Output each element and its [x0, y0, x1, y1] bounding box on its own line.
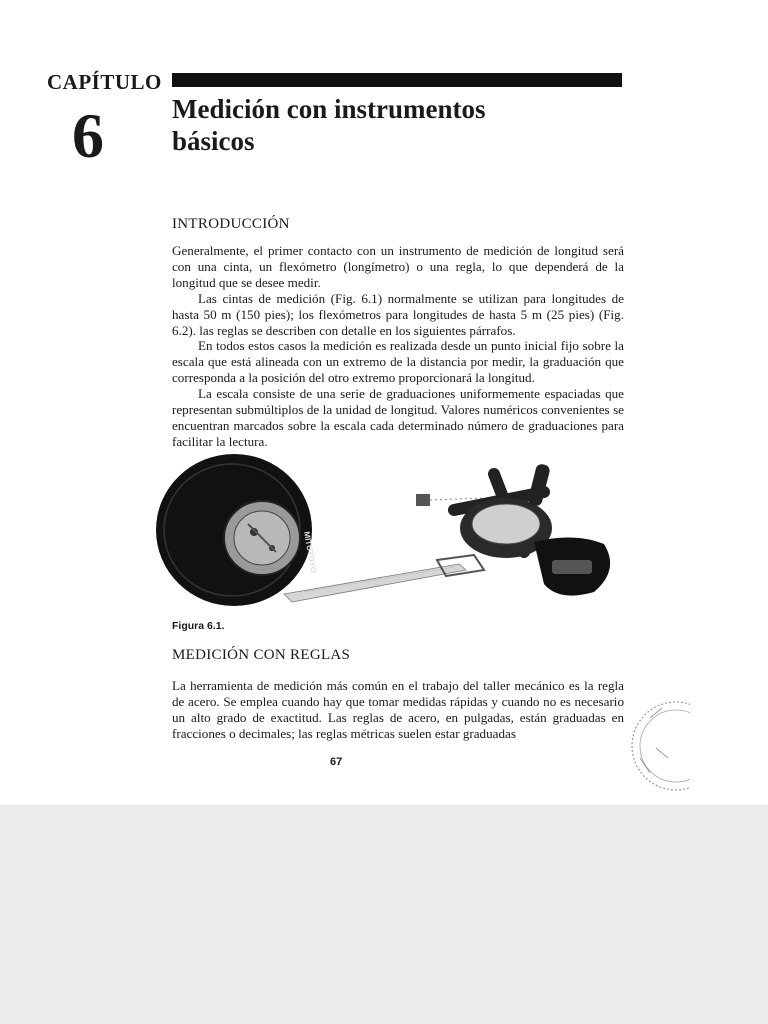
chapter-number: 6	[72, 100, 104, 171]
rules-paragraph: La herramienta de medición más común en el trabajo del taller mecánico es la regla de acero. Se emplea cuando hay que tomar medidas rápidas y cuando no es necesario un alto grado de exactitud. Las reglas de acero, en pulgadas, están graduadas en fracciones o decimales; las reglas métricas suelen estar graduadas	[172, 678, 624, 741]
introduction-heading: INTRODUCCIÓN	[172, 216, 290, 232]
intro-paragraph-2: Las cintas de medición (Fig. 6.1) normalmente se utilizan para longitudes de hasta 50 m (150 pies); los flexómetros para longitudes de hasta 5 m (25 pies) (Fig. 6.2). las reglas se describen con detalle en los siguientes párrafos.	[172, 290, 624, 338]
chapter-title-line-1: Medición con instrumentos	[172, 94, 486, 124]
chapter-title-line-2: básicos	[172, 126, 255, 156]
chapter-title	[172, 93, 622, 157]
crank-handle-icon	[527, 463, 551, 507]
chapter-label: CAPÍTULO	[47, 70, 162, 94]
introduction-text	[172, 243, 624, 450]
tape-brand-label: MITUTOYO	[302, 530, 319, 574]
intro-paragraph-1: Generalmente, el primer contacto con un instrumento de medición de longitud será con una cinta, un flexómetro (longímetro) o una regla, lo que dependerá de la longitud que se desee medir.	[172, 243, 624, 290]
intro-paragraph-4: La escala consiste de una serie de graduaciones uniformemente espaciadas que representan submúltiplos de la unidad de longitud. Valores numéricos convenientes se encuentran marcados sobre la escala cada determinado número de graduaciones para facilitar la lectura.	[172, 386, 624, 449]
figure-caption: Figura 6.1.	[172, 620, 225, 632]
rules-section-text	[172, 678, 624, 742]
rules-section-heading: MEDICIÓN CON REGLAS	[172, 647, 351, 663]
intro-paragraph-3: En todos estos casos la medición es realizada desde un punto inicial fijo sobre la escala que está alineada con un extremo de la distancia por medir, la graduación que corresponda a la posición del otro extremo proporcionará la longitud.	[172, 338, 624, 386]
measuring-tape-figure	[154, 452, 624, 612]
chapter-title-bar	[172, 73, 622, 87]
library-stamp-icon	[610, 688, 690, 798]
page-number: 67	[330, 756, 343, 768]
